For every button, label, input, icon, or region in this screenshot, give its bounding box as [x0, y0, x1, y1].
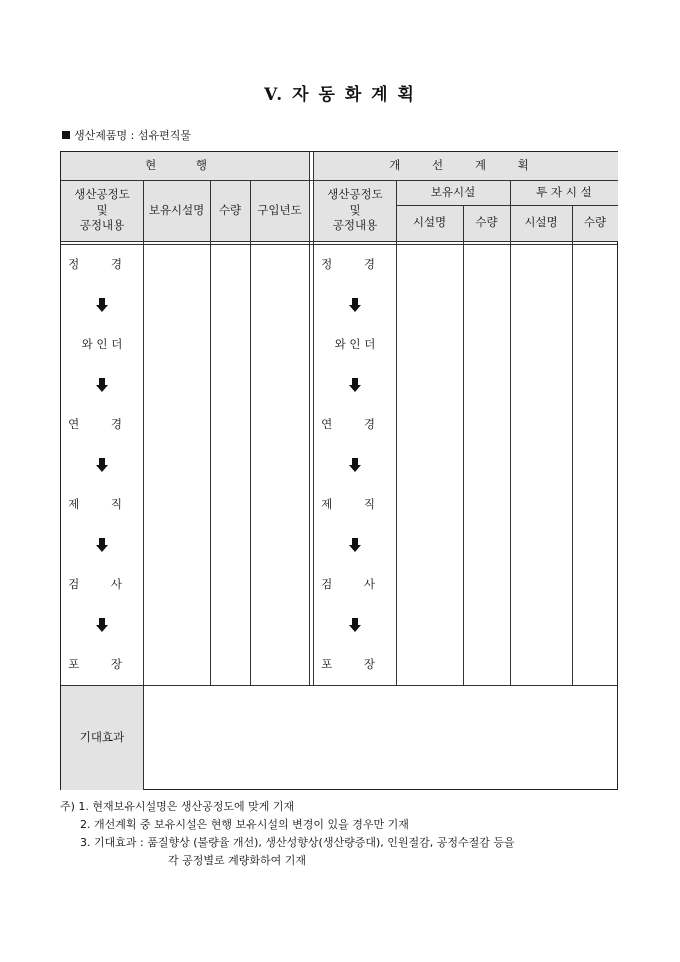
process-step-current: 와 인 더 [81, 337, 123, 351]
header-facility-name: 보유시설명 [148, 202, 205, 217]
header-process-current: 생산공정도 및 공정내용 [74, 187, 130, 233]
header-current: 현 행 [145, 158, 225, 173]
down-arrow-icon [349, 378, 361, 392]
down-arrow-icon [96, 618, 108, 632]
process-step-current: 제 직 [68, 497, 136, 511]
header-owned-facility-name: 시설명 [412, 215, 447, 230]
header-invest-facility-name: 시설명 [524, 215, 558, 230]
header-invest-quantity: 수량 [583, 215, 607, 230]
process-step-improvement: 제 직 [321, 497, 389, 511]
process-step-current: 정 경 [68, 257, 136, 271]
process-step-improvement: 정 경 [321, 257, 389, 271]
down-arrow-icon [96, 538, 108, 552]
footnote-3-continued: 각 공정별로 계량화하여 기재 [168, 854, 307, 867]
page-title: V. 자 동 화 계 획 [264, 85, 416, 105]
process-step-improvement: 검 사 [321, 577, 389, 591]
down-arrow-icon [349, 538, 361, 552]
footnote-2: 2. 개선계획 중 보유시설은 현행 보유시설의 변경이 있을 경우만 기재 [80, 818, 409, 831]
header-improvement: 개 선 계 획 [389, 158, 543, 173]
header-quantity: 수량 [218, 202, 242, 217]
process-step-current: 연 경 [68, 417, 136, 431]
footnote-3: 3. 기대효과 : 품질향상 (불량율 개선), 생산성향상(생산량증대), 인원절감, 공정수절감 등을 [80, 836, 515, 849]
down-arrow-icon [96, 378, 108, 392]
expected-effect-input[interactable] [144, 686, 618, 790]
footnotes [60, 798, 515, 870]
header-purchase-year: 구입년도 [257, 202, 302, 217]
header-invest-facility: 투 자 시 설 [536, 184, 592, 199]
header-owned-quantity: 수량 [475, 215, 498, 230]
header-process-improvement: 생산공정도 및 공정내용 [327, 187, 383, 233]
process-step-current: 포 장 [68, 657, 136, 671]
automation-plan-table [60, 151, 618, 790]
down-arrow-icon [349, 298, 361, 312]
footnote-1: 주) 1. 현재보유시설명은 생산공정도에 맞게 기재 [60, 800, 295, 813]
down-arrow-icon [349, 618, 361, 632]
down-arrow-icon [96, 298, 108, 312]
expected-effect-label: 기대효과 [79, 729, 125, 744]
down-arrow-icon [349, 458, 361, 472]
square-bullet-icon [62, 131, 70, 139]
down-arrow-icon [96, 458, 108, 472]
header-owned-facility: 보유시설 [430, 184, 476, 199]
process-step-improvement: 와 인 더 [334, 337, 376, 351]
product-name: 생산제품명 : 섬유편직물 [62, 127, 191, 143]
process-step-current: 검 사 [68, 577, 136, 591]
process-step-improvement: 연 경 [321, 417, 389, 431]
process-step-improvement: 포 장 [321, 657, 389, 671]
